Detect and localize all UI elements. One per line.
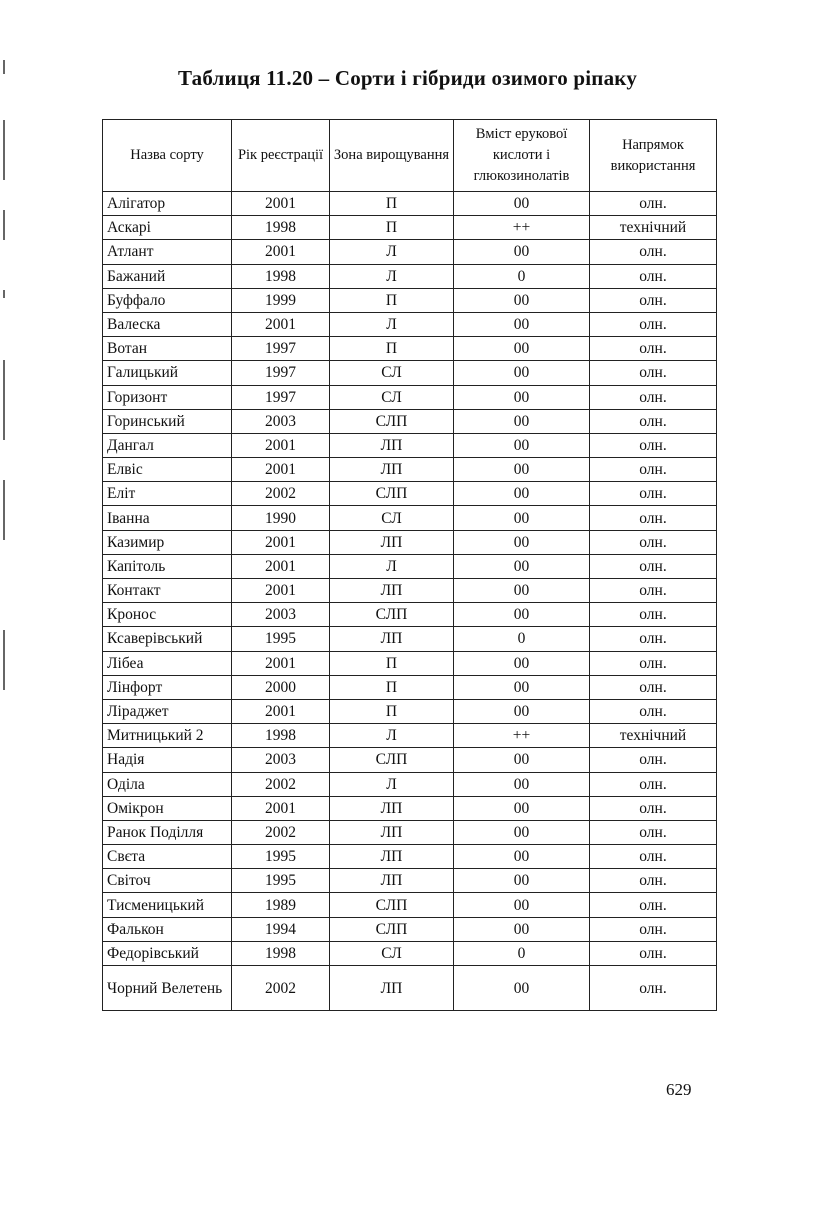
cell-acid: 00 [454,506,590,530]
cell-zone: П [330,337,454,361]
cell-use: олн. [590,361,717,385]
cell-zone: П [330,675,454,699]
cell-use: олн. [590,699,717,723]
table-row [103,409,717,433]
cell-use: олн. [590,748,717,772]
cell-acid: 00 [454,820,590,844]
cell-year: 1990 [232,506,330,530]
cell-acid: 00 [454,651,590,675]
table-row [103,554,717,578]
table-row [103,699,717,723]
cell-acid: 00 [454,796,590,820]
cell-zone: ЛП [330,869,454,893]
cell-name: Світоч [103,869,232,893]
cell-acid: 00 [454,579,590,603]
cell-use: олн. [590,651,717,675]
cell-year: 1995 [232,869,330,893]
table-row [103,216,717,240]
cell-zone: П [330,288,454,312]
cell-year: 1995 [232,627,330,651]
cell-year: 2001 [232,554,330,578]
table-row [103,724,717,748]
table-row [103,506,717,530]
cell-zone: П [330,192,454,216]
cell-zone: СЛП [330,748,454,772]
cell-year: 2001 [232,651,330,675]
cell-use: олн. [590,482,717,506]
cell-acid: 00 [454,893,590,917]
cell-zone: СЛП [330,409,454,433]
cell-use: олн. [590,433,717,457]
table-row [103,240,717,264]
cell-name: Лібеа [103,651,232,675]
cell-acid: 00 [454,433,590,457]
cell-year: 2003 [232,409,330,433]
cell-year: 2001 [232,192,330,216]
cell-name: Кронос [103,603,232,627]
cell-zone: Л [330,554,454,578]
cell-year: 2001 [232,433,330,457]
cell-year: 2001 [232,796,330,820]
cell-year: 1989 [232,893,330,917]
cell-year: 1998 [232,941,330,965]
table-body [103,192,717,1011]
cell-name: Фалькон [103,917,232,941]
cell-zone: ЛП [330,579,454,603]
cell-use: олн. [590,869,717,893]
cell-name: Капітоль [103,554,232,578]
cell-year: 2002 [232,482,330,506]
cell-use: технічний [590,724,717,748]
table-row [103,337,717,361]
cell-name: Елвіс [103,458,232,482]
cell-zone: СЛ [330,506,454,530]
cell-name: Буффало [103,288,232,312]
table-header-row [103,120,717,192]
table-row [103,820,717,844]
cell-name: Атлант [103,240,232,264]
cell-acid: 0 [454,941,590,965]
cell-name: Чорний Велетень [103,966,232,1011]
cell-year: 2002 [232,820,330,844]
cell-name: Федорівський [103,941,232,965]
cell-year: 2002 [232,772,330,796]
cell-acid: 0 [454,264,590,288]
cell-name: Алігатор [103,192,232,216]
cell-use: олн. [590,796,717,820]
cell-name: Казимир [103,530,232,554]
cell-acid: 00 [454,192,590,216]
cell-acid: 00 [454,554,590,578]
cell-zone: Л [330,240,454,264]
cell-acid: 00 [454,530,590,554]
cell-year: 2001 [232,458,330,482]
cell-acid: 00 [454,361,590,385]
cell-year: 1995 [232,845,330,869]
cell-year: 1998 [232,216,330,240]
cell-zone: ЛП [330,966,454,1011]
cell-acid: 00 [454,482,590,506]
cell-year: 2002 [232,966,330,1011]
cell-name: Надія [103,748,232,772]
cell-zone: ЛП [330,796,454,820]
table-row [103,941,717,965]
cell-use: олн. [590,506,717,530]
table-row [103,603,717,627]
cell-zone: П [330,699,454,723]
cell-name: Галицький [103,361,232,385]
cell-name: Горинський [103,409,232,433]
cell-use: олн. [590,530,717,554]
cell-use: олн. [590,312,717,336]
cell-use: олн. [590,966,717,1011]
table-row [103,264,717,288]
cell-acid: 00 [454,772,590,796]
cell-acid: 00 [454,748,590,772]
table-row [103,796,717,820]
cell-acid: 00 [454,869,590,893]
cell-acid: 00 [454,845,590,869]
cell-name: Дангал [103,433,232,457]
cell-year: 2000 [232,675,330,699]
cell-name: Бажаний [103,264,232,288]
table-row [103,893,717,917]
cell-name: Оділа [103,772,232,796]
cell-use: олн. [590,627,717,651]
table-row [103,433,717,457]
cell-use: олн. [590,337,717,361]
cell-zone: СЛП [330,893,454,917]
cell-zone: ЛП [330,433,454,457]
cell-acid: 00 [454,337,590,361]
cell-zone: Л [330,264,454,288]
cell-zone: Л [330,312,454,336]
table-row [103,361,717,385]
cell-acid: 00 [454,458,590,482]
cell-year: 1997 [232,361,330,385]
table-row [103,288,717,312]
cell-use: олн. [590,385,717,409]
cell-year: 2001 [232,699,330,723]
cell-name: Свєта [103,845,232,869]
cell-zone: СЛП [330,482,454,506]
cell-name: Ксаверівський [103,627,232,651]
cell-name: Аскарі [103,216,232,240]
cell-name: Контакт [103,579,232,603]
table-row [103,675,717,699]
header-year: Рік реєстрації [232,120,330,192]
cell-use: олн. [590,240,717,264]
table-row [103,748,717,772]
cell-use: олн. [590,772,717,796]
cell-year: 1994 [232,917,330,941]
table-row [103,482,717,506]
cell-zone: Л [330,772,454,796]
cell-use: олн. [590,917,717,941]
cell-year: 2001 [232,579,330,603]
header-zone: Зона вирощування [330,120,454,192]
cell-use: олн. [590,820,717,844]
cell-zone: СЛП [330,917,454,941]
header-acid: Вміст ерукової кислоти і глюкозинолатів [454,120,590,192]
cell-acid: 0 [454,627,590,651]
table-row [103,845,717,869]
table-row [103,917,717,941]
cell-acid: 00 [454,385,590,409]
cell-acid: 00 [454,675,590,699]
table-row [103,192,717,216]
varieties-table [102,119,717,1011]
cell-zone: ЛП [330,820,454,844]
cell-name: Вотан [103,337,232,361]
scan-edge-marks [0,40,10,700]
cell-zone: Л [330,724,454,748]
cell-year: 1998 [232,264,330,288]
cell-name: Лінфорт [103,675,232,699]
cell-use: олн. [590,409,717,433]
cell-year: 2003 [232,603,330,627]
cell-name: Іванна [103,506,232,530]
cell-zone: П [330,651,454,675]
cell-zone: ЛП [330,530,454,554]
cell-name: Ранок Поділля [103,820,232,844]
table-row [103,772,717,796]
cell-acid: 00 [454,288,590,312]
cell-use: олн. [590,893,717,917]
page-number: 629 [666,1080,692,1099]
cell-use: олн. [590,554,717,578]
cell-zone: СЛ [330,361,454,385]
cell-acid: 00 [454,966,590,1011]
cell-use: олн. [590,579,717,603]
cell-zone: СЛП [330,603,454,627]
cell-name: Еліт [103,482,232,506]
cell-use: технічний [590,216,717,240]
table-row [103,966,717,1011]
cell-zone: СЛ [330,941,454,965]
table-row [103,579,717,603]
table-row [103,312,717,336]
cell-year: 2003 [232,748,330,772]
cell-use: олн. [590,288,717,312]
cell-name: Ліраджет [103,699,232,723]
cell-year: 1997 [232,337,330,361]
cell-zone: ЛП [330,845,454,869]
cell-acid: 00 [454,699,590,723]
cell-use: олн. [590,675,717,699]
cell-use: олн. [590,192,717,216]
cell-use: олн. [590,458,717,482]
cell-year: 2001 [232,240,330,264]
cell-name: Горизонт [103,385,232,409]
cell-year: 2001 [232,312,330,336]
cell-year: 1998 [232,724,330,748]
table-row [103,385,717,409]
table-row [103,458,717,482]
cell-acid: ++ [454,724,590,748]
cell-acid: 00 [454,240,590,264]
header-use: Напрямок використання [590,120,717,192]
cell-acid: 00 [454,409,590,433]
cell-year: 1999 [232,288,330,312]
cell-use: олн. [590,264,717,288]
table-row [103,869,717,893]
table-row [103,530,717,554]
cell-name: Омікрон [103,796,232,820]
cell-zone: ЛП [330,458,454,482]
page-title: Таблиця 11.20 – Сорти і гібриди озимого ріпаку [177,66,638,90]
cell-use: олн. [590,603,717,627]
cell-year: 1997 [232,385,330,409]
cell-name: Валеска [103,312,232,336]
cell-zone: ЛП [330,627,454,651]
cell-use: олн. [590,845,717,869]
cell-zone: СЛ [330,385,454,409]
cell-acid: 00 [454,603,590,627]
cell-acid: ++ [454,216,590,240]
table-row [103,651,717,675]
cell-acid: 00 [454,312,590,336]
cell-acid: 00 [454,917,590,941]
cell-year: 2001 [232,530,330,554]
cell-name: Митницький 2 [103,724,232,748]
table-row [103,627,717,651]
cell-zone: П [330,216,454,240]
cell-name: Тисменицький [103,893,232,917]
cell-use: олн. [590,941,717,965]
header-name: Назва сорту [103,120,232,192]
